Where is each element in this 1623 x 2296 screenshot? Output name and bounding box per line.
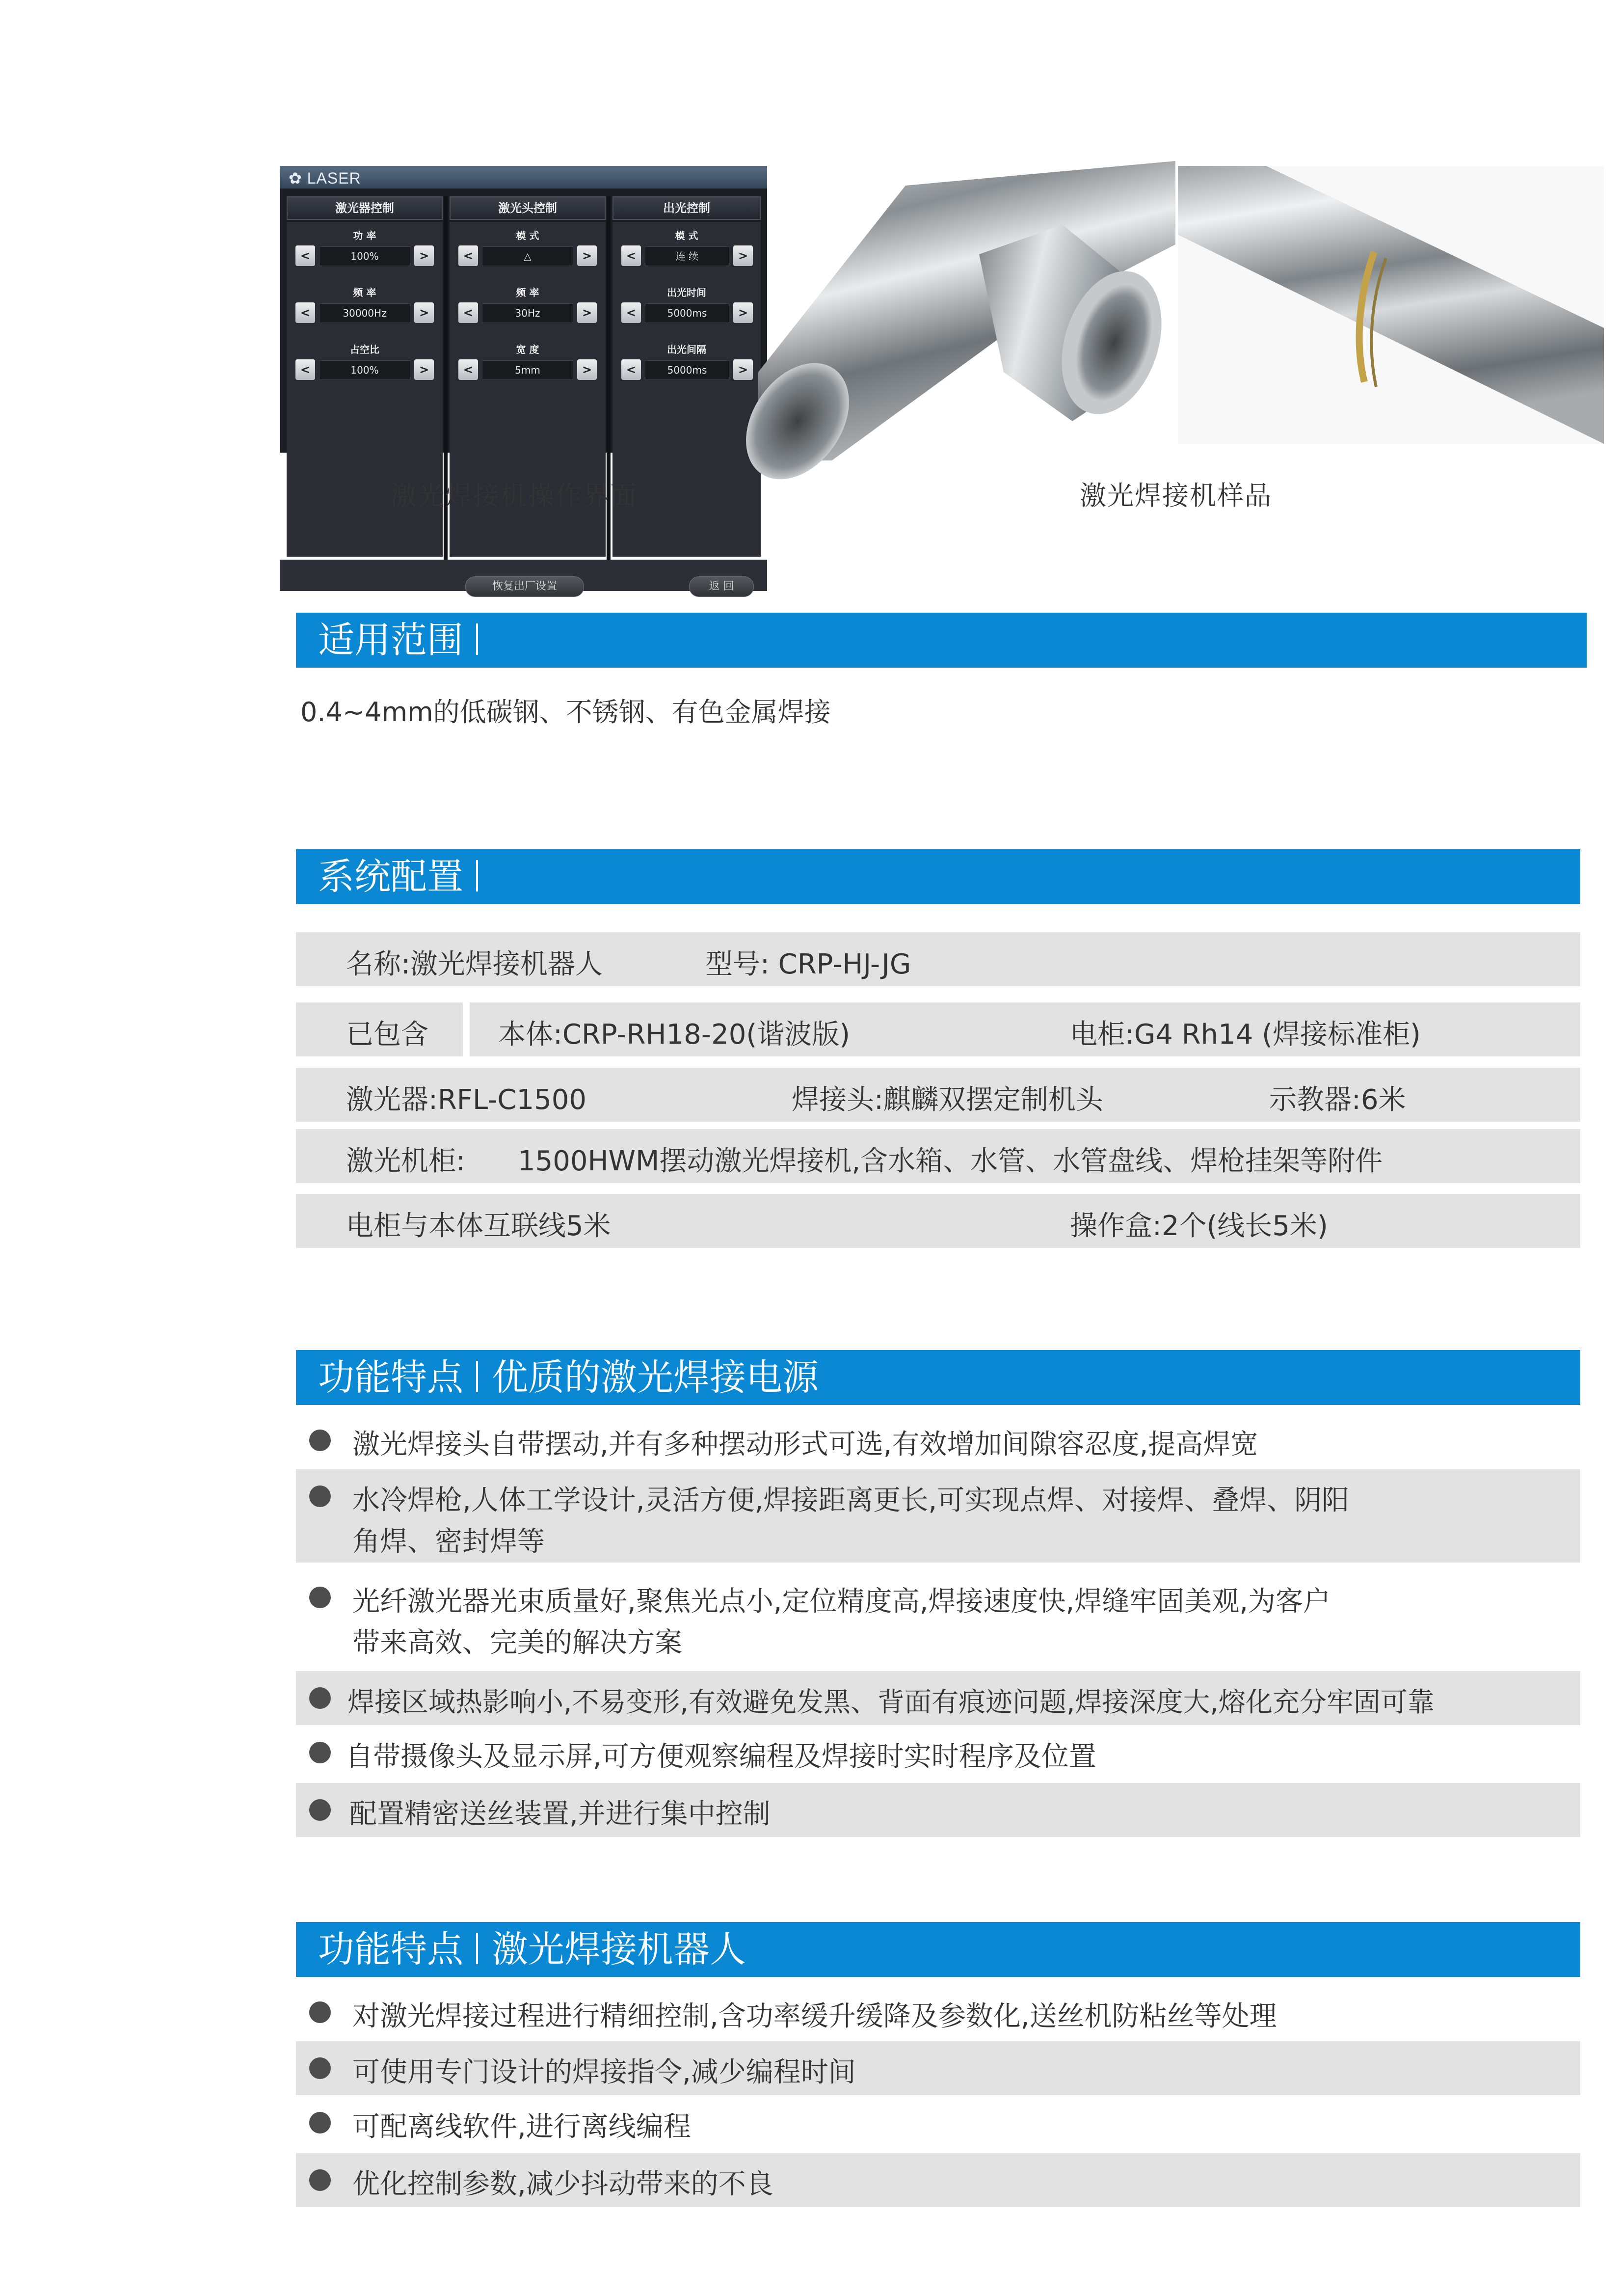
ui-column-header: 激光头控制 (450, 196, 606, 220)
title-divider (476, 623, 478, 655)
decrease-button[interactable]: < (621, 359, 641, 380)
feature-item: 水冷焊枪,人体工学设计,灵活方便,焊接距离更长,可实现点焊、对接焊、叠焊、阴阳 (352, 1485, 1350, 1516)
ui-param-control (295, 302, 434, 325)
decrease-button[interactable]: < (458, 302, 478, 323)
ui-param-value: △ (482, 246, 573, 266)
decrease-button[interactable]: < (458, 359, 478, 380)
ui-param-control (295, 359, 434, 382)
decrease-button[interactable]: < (458, 245, 478, 266)
increase-button[interactable]: > (414, 302, 434, 323)
bullet-dot (309, 1799, 331, 1821)
section-title: 系统配置 (318, 856, 463, 898)
ui-column-header: 激光器控制 (287, 196, 443, 220)
ui-param-value: 5000ms (645, 303, 729, 323)
feature-item: 优化控制参数,减少抖动带来的不良 (352, 2168, 773, 2200)
increase-button[interactable]: > (414, 359, 434, 380)
ui-param-control (621, 245, 753, 268)
section-header-features-robot (296, 1922, 1580, 1977)
section-title: 适用范围 (318, 619, 463, 661)
ui-param-label: 功 率 (353, 230, 376, 242)
increase-button[interactable]: > (733, 359, 753, 380)
decrease-button[interactable]: < (295, 245, 315, 266)
ui-param-value: 100% (319, 246, 410, 266)
config-teach-pendant: 示教器:6米 (1269, 1084, 1406, 1116)
feature-item: 激光焊接头自带摆动,并有多种摆动形式可选,有效增加间隙容忍度,提高焊宽 (352, 1429, 1258, 1460)
feature-item: 光纤激光器光束质量好,聚焦光点小,定位精度高,焊接速度快,焊缝牢固美观,为客户 (352, 1586, 1331, 1618)
section-subtitle: 激光焊接机器人 (492, 1928, 746, 1971)
section-title: 功能特点 (318, 1928, 463, 1971)
bullet-dot (309, 2112, 331, 2134)
section-header-text (318, 613, 492, 668)
section-header-text (318, 1922, 746, 1977)
increase-button[interactable]: > (414, 245, 434, 266)
decrease-button[interactable]: < (295, 302, 315, 323)
scope-description: 0.4~4mm的低碳钢、不锈钢、有色金属焊接 (300, 697, 831, 728)
bullet-dot (309, 1742, 331, 1763)
ui-param-control (621, 302, 753, 325)
ui-param-label: 模 式 (675, 230, 698, 242)
title-divider (476, 860, 478, 891)
config-laser: 激光器:RFL-C1500 (346, 1084, 587, 1116)
ui-param-label: 模 式 (516, 230, 539, 242)
ui-param-value: 5mm (482, 360, 573, 380)
bullet-dot (309, 1587, 331, 1608)
welded-pipe-illustration (1178, 166, 1604, 444)
caption-sample: 激光焊接机样品 (1080, 480, 1272, 511)
config-model: 型号: CRP-HJ-JG (705, 948, 911, 980)
config-body: 本体:CRP-RH18-20(谐波版) (498, 1019, 851, 1051)
ui-column-header: 出光控制 (612, 196, 761, 220)
config-included-label: 已包含 (346, 1019, 428, 1051)
ui-title-bar (280, 166, 767, 189)
ui-param-control (621, 359, 753, 382)
ui-param-label: 宽 度 (516, 344, 539, 355)
ui-param-label: 占空比 (350, 344, 379, 355)
ui-param-value: 100% (319, 360, 410, 380)
bullet-dot (309, 2057, 331, 2079)
section-header-text (318, 1350, 819, 1405)
ui-param-label: 出光时间 (667, 287, 706, 298)
increase-button[interactable]: > (577, 245, 597, 266)
ui-param-control (295, 245, 434, 268)
title-divider (476, 1933, 478, 1964)
section-subtitle: 优质的激光焊接电源 (492, 1356, 819, 1399)
ui-param-control (458, 245, 597, 268)
config-laser-cabinet-label: 激光机柜: (346, 1145, 465, 1177)
factory-reset-button[interactable]: 恢复出厂设置 (465, 576, 584, 597)
laser-logo: ✿ LASER (289, 169, 361, 187)
config-cabinet: 电柜:G4 Rh14 (焊接标准柜) (1070, 1019, 1421, 1051)
ui-param-value: 30000Hz (319, 303, 410, 323)
bullet-dot (309, 2001, 331, 2023)
row-divider (463, 1002, 470, 1056)
config-laser-cabinet-value: 1500HWM摆动激光焊接机,含水箱、水管、水管盘线、焊枪挂架等附件 (518, 1145, 1383, 1177)
back-button[interactable]: 返 回 (689, 576, 754, 597)
increase-button[interactable]: > (577, 302, 597, 323)
sample-photo-welded-pipe (1178, 166, 1604, 444)
ui-param-value: 5000ms (645, 360, 729, 380)
ui-param-label: 频 率 (516, 287, 539, 298)
feature-item-continued: 带来高效、完美的解决方案 (352, 1627, 682, 1659)
decrease-button[interactable]: < (621, 245, 641, 266)
section-header-scope (296, 613, 1587, 668)
bullet-dot (309, 2169, 331, 2191)
section-header-features-power (296, 1350, 1580, 1405)
feature-item: 可配离线软件,进行离线编程 (352, 2111, 691, 2143)
decrease-button[interactable]: < (295, 359, 315, 380)
config-cable: 电柜与本体互联线5米 (346, 1210, 611, 1242)
section-header-text (318, 849, 492, 904)
section-title: 功能特点 (318, 1356, 463, 1399)
decrease-button[interactable]: < (621, 302, 641, 323)
config-operation-box: 操作盒:2个(线长5米) (1070, 1210, 1328, 1242)
bullet-dot (309, 1486, 331, 1507)
bullet-dot (309, 1430, 331, 1451)
feature-item: 对激光焊接过程进行精细控制,含功率缓升缓降及参数化,送丝机防粘丝等处理 (352, 2000, 1277, 2032)
ui-param-value: 连 续 (645, 246, 729, 266)
config-welding-head: 焊接头:麒麟双摆定制机头 (792, 1084, 1103, 1116)
sample-photo-tee-pipe (768, 166, 1175, 453)
increase-button[interactable]: > (733, 245, 753, 266)
caption-operation-interface: 激光焊接机操作界面 (390, 480, 638, 511)
ui-param-control (458, 302, 597, 325)
ui-param-label: 出光间隔 (667, 344, 706, 355)
ui-param-control (458, 359, 597, 382)
section-header-system-config (296, 849, 1580, 904)
title-divider (476, 1361, 478, 1392)
ui-param-label: 频 率 (353, 287, 376, 298)
feature-item-continued: 角焊、密封焊等 (352, 1526, 545, 1558)
ui-param-value: 30Hz (482, 303, 573, 323)
bullet-dot (309, 1687, 331, 1709)
tee-pipe-illustration (768, 166, 1175, 453)
feature-item: 自带摄像头及显示屏,可方便观察编程及焊接时实时程序及位置 (346, 1741, 1096, 1773)
increase-button[interactable]: > (577, 359, 597, 380)
feature-item: 配置精密送丝装置,并进行集中控制 (349, 1798, 771, 1830)
config-name: 名称:激光焊接机器人 (346, 948, 603, 980)
increase-button[interactable]: > (733, 302, 753, 323)
feature-item: 可使用专门设计的焊接指令,减少编程时间 (352, 2056, 856, 2088)
feature-item: 焊接区域热影响小,不易变形,有效避免发黑、背面有痕迹问题,焊接深度大,熔化充分牢固可靠 (347, 1686, 1435, 1718)
